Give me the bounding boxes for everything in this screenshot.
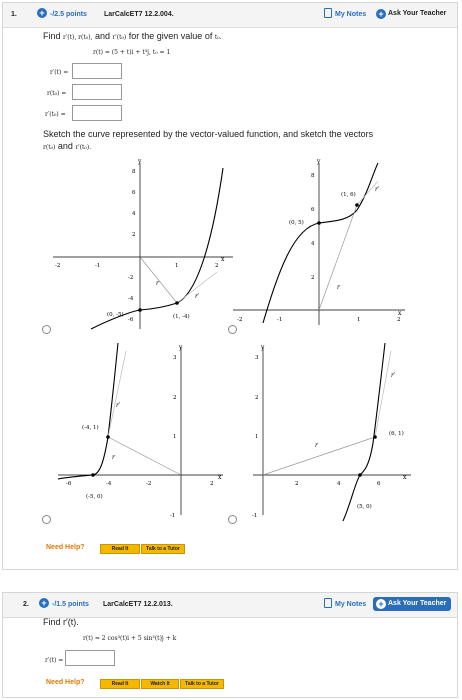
axis-label-x: x [221,256,225,263]
x-tick-label: 2 [210,481,214,487]
prompt: Find r′(t). [43,617,79,627]
question-1-card [2,2,458,570]
question-2-header [3,593,457,618]
question-number: 2. [23,601,29,608]
position-vector [263,437,375,475]
given-equation: r(t) = (5 + t)i + t³j, t₀ = 1 [93,49,171,56]
point-marker [355,203,359,207]
sketch-instructions-line-2 [43,141,91,151]
sketch-r-t0: r(t₀) [43,144,56,151]
x-tick-label: 4 [337,481,341,487]
point-marker [358,473,362,477]
x-tick-label: -2 [237,317,243,323]
curve [58,343,118,479]
point-label: (-5, 0) [86,494,103,500]
x-tick-label: -4 [106,481,112,487]
problem-code: LarCalcET7 12.2.013. [103,601,173,608]
given-equation: r(t) = 2 cos³(t)i + 5 sin³(t)j + k [83,635,177,642]
ask-teacher-label: Ask Your Teacher [388,600,447,607]
x-tick-label: 1 [357,317,361,323]
point-label: (1, -4) [173,314,190,320]
prompt-and: and [94,31,110,41]
y-tick-label: -2 [128,275,134,281]
answer-input-r-prime-t[interactable] [72,63,122,79]
graph-option-d [243,343,423,523]
vector-label: r [337,284,340,291]
need-help-label: Need Help? [46,679,85,686]
y-tick-label: 3 [255,355,259,361]
plus-icon: + [376,9,386,19]
ask-teacher-button[interactable] [373,597,451,611]
read-it-button[interactable]: Read It [100,544,140,554]
x-tick-label: 2 [295,481,299,487]
plus-icon: + [376,599,386,609]
tangent-vector [357,181,378,205]
y-tick-label: 3 [173,355,177,361]
point-label: (0, -5) [107,312,124,318]
option-c-radio[interactable] [42,515,51,524]
vector-label: r′ [195,293,200,300]
prompt-t0: t₀. [214,34,222,41]
graph-option-a [53,153,243,333]
my-notes-link[interactable]: My Notes [335,601,367,608]
y-tick-label: 2 [132,232,136,238]
question-1-header [3,3,457,28]
axis-label-y: y [179,344,183,351]
sketch-r-prime-t0: r′(t₀). [75,144,92,151]
vector-label: r′ [375,186,380,193]
axis-label-y: y [138,158,142,165]
point-marker [317,221,321,225]
option-a-radio[interactable] [42,325,51,334]
curve [91,168,223,329]
vector-label: r′ [116,402,121,409]
x-tick-label: -1 [95,263,101,269]
point-label: (6, 1) [389,431,404,437]
y-tick-label: -4 [128,296,134,302]
y-tick-label: 4 [311,241,315,247]
question-number: 1. [11,11,17,18]
read-it-button[interactable]: Read It [100,679,140,689]
question-2-card [2,592,458,698]
y-tick-label: -1 [170,513,176,519]
point-marker [373,435,377,439]
y-tick-label: 8 [132,169,136,175]
my-notes-link[interactable]: My Notes [335,11,367,18]
answer-input-r-t0[interactable] [72,84,122,100]
curve [343,343,385,521]
y-tick-label: 6 [132,190,136,196]
y-tick-label: -6 [128,317,134,323]
y-tick-label: 6 [311,207,315,213]
point-label: (5, 0) [357,504,372,510]
point-marker [91,473,95,477]
graph-option-b [233,153,413,333]
option-d-radio[interactable] [228,515,237,524]
ask-teacher-button[interactable] [373,7,451,21]
talk-to-tutor-button[interactable]: Talk to a Tutor [180,679,224,689]
axis-label-x: x [398,310,402,317]
prompt-find: Find [43,31,61,41]
prompt-row [43,31,222,41]
curve [263,163,378,323]
x-tick-label: -6 [66,481,72,487]
x-tick-label: -2 [146,481,152,487]
vector-label: r [112,454,115,461]
point-marker [175,301,179,305]
points-label: -/1.5 points [52,601,89,608]
option-b-radio[interactable] [228,325,237,334]
point-label: (1, 6) [341,192,356,198]
sketch-instructions: Sketch the curve represented by the vector-valued function, and sketch the vectors [43,129,374,139]
field-label-r-prime-t0: r′(t₀) = [45,111,66,118]
prompt-terms-2: r′(t₀) [112,34,127,41]
y-tick-label: -1 [252,513,258,519]
field-label-r-prime-t: r′(t) = [50,69,69,76]
prompt-terms-1: r′(t), r(t₀), [63,34,93,41]
y-tick-label: 4 [132,211,136,217]
vector-label: r [156,280,159,287]
answer-input-r-prime-t[interactable] [65,650,115,666]
y-tick-label: 1 [173,434,177,440]
axis-label-x: x [218,474,222,481]
x-tick-label: 1 [175,263,179,269]
x-tick-label: 6 [377,481,381,487]
y-tick-label: 8 [311,173,315,179]
field-label-r-t0: r(t₀) = [47,90,67,97]
vector-label: r′ [391,372,396,379]
position-vector [108,437,181,475]
y-tick-label: 2 [255,395,259,401]
axis-label-y: y [261,344,265,351]
axis-label-x: x [403,474,407,481]
tangent-vector [108,351,126,437]
x-tick-label: -2 [55,263,61,269]
need-help-label: Need Help? [46,544,85,551]
expand-plus-icon[interactable]: + [39,598,49,608]
point-marker [138,308,142,312]
notes-icon[interactable] [324,598,332,608]
x-tick-label: -1 [277,317,283,323]
watch-it-button[interactable]: Watch It [141,679,179,689]
notes-icon[interactable] [324,8,332,18]
y-tick-label: 1 [255,434,259,440]
x-tick-label: 2 [215,263,219,269]
talk-to-tutor-button[interactable]: Talk to a Tutor [141,544,185,554]
expand-plus-icon[interactable]: + [37,8,47,18]
y-tick-label: 2 [311,275,315,281]
problem-code: LarCalcET7 12.2.004. [104,11,174,18]
prompt-tail: for the given value of [128,31,213,41]
ask-teacher-label: Ask Your Teacher [388,10,447,17]
points-label: -/2.5 points [50,11,87,18]
point-label: (0, 5) [289,220,304,226]
graph-option-c [58,343,238,523]
x-tick-label: 2 [397,317,401,323]
point-marker [106,435,110,439]
sketch-and: and [57,141,73,151]
y-tick-label: 2 [173,395,177,401]
vector-label: r [315,442,318,449]
answer-input-r-prime-t0[interactable] [72,105,122,121]
field-label-r-prime-t: r′(t) = [45,657,64,664]
point-label: (-4, 1) [82,425,99,431]
axis-label-y: y [317,158,321,165]
